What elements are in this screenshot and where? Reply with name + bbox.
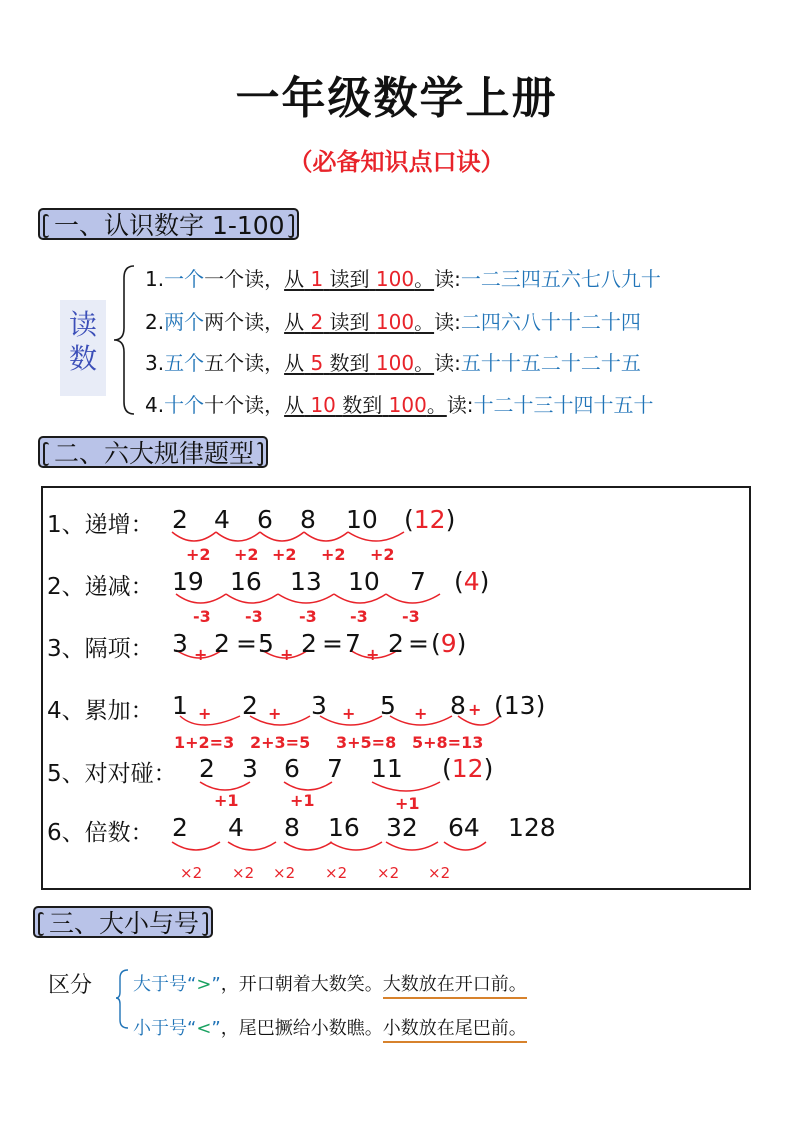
read-line-3	[145, 347, 641, 376]
line-rest: 五个读，	[204, 351, 285, 375]
annotation: +2	[234, 545, 259, 564]
read-line-4	[145, 389, 654, 418]
seq-item: 6	[257, 505, 273, 534]
annotation: -3	[299, 607, 317, 626]
answer-value: 12	[451, 754, 484, 783]
answer: (9)	[431, 629, 467, 658]
annotation: +2	[370, 545, 395, 564]
line-read-label: 读:	[434, 310, 461, 334]
greater-sign-line	[133, 970, 527, 996]
annotation: -3	[350, 607, 368, 626]
seq-item: 5	[380, 691, 396, 720]
line-num: 1.	[145, 267, 165, 291]
annotation: 3+5=8	[336, 733, 397, 752]
line-verb: 读到	[329, 310, 370, 334]
seq-item: 16	[328, 813, 360, 842]
line-tail: 大数放在开口前。	[383, 974, 527, 999]
annotation: ×2	[273, 864, 296, 882]
line-start: 1	[310, 267, 324, 291]
seq-item: 7	[327, 754, 343, 783]
seq-item: 10	[348, 567, 380, 596]
seq-item: 1	[172, 691, 188, 720]
line-end: 100	[388, 393, 427, 417]
pattern-label-4: 4、累加：	[47, 698, 154, 724]
line-start: 5	[310, 351, 324, 375]
line-end: 100	[375, 351, 415, 375]
line-verb: 数到	[329, 351, 370, 375]
line-num: 3.	[145, 351, 165, 375]
section-header-3	[33, 906, 213, 938]
seq-item: 2	[388, 629, 404, 658]
plus-sign: +	[414, 704, 428, 723]
section-header-3-text: 三、大小与号	[49, 909, 200, 938]
line-from: 从	[284, 310, 305, 334]
answer-value: 4	[463, 567, 480, 596]
seq-item: 2	[301, 629, 317, 658]
seq-item: 7	[410, 567, 426, 596]
line-read-seq: 二四六八十十二十四	[460, 310, 641, 334]
seq-item: 2	[242, 691, 258, 720]
read-label-box	[60, 300, 106, 396]
plus-sign: +	[468, 700, 482, 719]
seq-item: 3	[242, 754, 258, 783]
plus-sign: +	[280, 645, 294, 664]
annotation: +1	[214, 791, 239, 810]
less-sign-line	[133, 1014, 527, 1040]
section-header-1-text: 一、认识数字 1-100	[54, 211, 285, 240]
seq-item: 19	[172, 567, 204, 596]
line-rest: 一个读，	[204, 267, 285, 291]
annotation: +1	[290, 791, 315, 810]
annotation: -3	[193, 607, 211, 626]
pattern-label-6: 6、倍数：	[47, 820, 154, 846]
seq-item: 11	[371, 754, 403, 783]
line-read-seq: 五十十五二十二十五	[460, 351, 641, 375]
answer: (12)	[404, 505, 456, 534]
seq-item: 8	[300, 505, 316, 534]
line-from: 从	[284, 351, 305, 375]
annotation: +1	[395, 794, 420, 813]
line-mid: ，开口朝着大数笑。	[220, 974, 383, 995]
annotation: +2	[186, 545, 211, 564]
seq-item: 10	[346, 505, 378, 534]
line-read-label: 读:	[434, 351, 461, 375]
annotation: +2	[272, 545, 297, 564]
seq-item: 2	[172, 505, 188, 534]
line-from: 从	[284, 393, 305, 417]
line-rest: 两个读，	[204, 310, 285, 334]
seq-item: 4	[214, 505, 230, 534]
seq-item: 8	[450, 691, 466, 720]
distinguish-label: 区分	[48, 973, 93, 998]
seq-item: 3	[311, 691, 327, 720]
line-read-seq: 一二三四五六七八九十	[460, 267, 661, 291]
seq-item: 5	[258, 629, 274, 658]
line-read-label: 读:	[446, 393, 474, 417]
section-header-2	[38, 436, 268, 468]
line-end: 100	[375, 310, 415, 334]
distinguish-bracket	[114, 966, 132, 1032]
seq-item: 2	[172, 813, 188, 842]
seq-item: 128	[508, 813, 556, 842]
plus-sign: +	[194, 645, 208, 664]
pattern-label-2: 2、递减：	[47, 574, 154, 600]
line-dot: 。	[414, 351, 435, 375]
annotation: 2+3=5	[250, 733, 311, 752]
line-dot: 。	[426, 393, 447, 417]
equals-sign: =	[236, 629, 257, 658]
read-label: 读数	[69, 308, 98, 375]
plus-sign: +	[342, 704, 356, 723]
seq-item: 64	[448, 813, 480, 842]
answer: (4)	[454, 567, 490, 596]
annotation: ×2	[232, 864, 255, 882]
read-line-2	[145, 306, 641, 335]
seq-item: 2	[199, 754, 215, 783]
line-verb: 读到	[329, 267, 370, 291]
annotation: ×2	[428, 864, 451, 882]
pattern-label-3: 3、隔项：	[47, 636, 154, 662]
annotation: ×2	[377, 864, 400, 882]
annotation: -3	[402, 607, 420, 626]
page-title: 一年级数学上册	[235, 73, 558, 124]
line-dot: 。	[414, 310, 435, 334]
annotation: ×2	[180, 864, 203, 882]
read-line-1	[145, 263, 661, 292]
plus-sign: +	[198, 704, 212, 723]
line-end: 100	[375, 267, 415, 291]
line-from: 从	[284, 267, 305, 291]
line-read-label: 读:	[434, 267, 461, 291]
line-highlight: 一个	[164, 267, 205, 291]
page-subtitle: （必备知识点口诀）	[288, 148, 505, 176]
answer-value: 12	[413, 505, 446, 534]
plus-sign: +	[366, 645, 380, 664]
line-num: 2.	[145, 310, 165, 334]
line-highlight: 十个	[164, 393, 205, 417]
line-rest: 十个读，	[204, 393, 285, 417]
line-start: 2	[310, 310, 324, 334]
line-tail: 小数放在尾巴前。	[383, 1018, 527, 1043]
line-dot: 。	[414, 267, 435, 291]
answer-value: 9	[440, 629, 457, 658]
seq-item: 2	[214, 629, 230, 658]
annotation: 5+8=13	[412, 733, 484, 752]
seq-item: 8	[284, 813, 300, 842]
equals-sign: =	[408, 629, 429, 658]
seq-item: 32	[386, 813, 418, 842]
annotation: ×2	[325, 864, 348, 882]
line-highlight: 五个	[164, 351, 205, 375]
line-num: 4.	[145, 393, 165, 417]
seq-item: 3	[172, 629, 188, 658]
equals-sign: =	[322, 629, 343, 658]
line-read-seq: 十二十三十四十五十	[473, 393, 654, 417]
read-bracket	[112, 262, 142, 420]
pattern-label-5: 5、对对碰：	[47, 761, 177, 787]
seq-item: 4	[228, 813, 244, 842]
section-header-1	[38, 208, 299, 240]
line-mid: ，尾巴撅给小数瞧。	[220, 1018, 383, 1039]
seq-item: 7	[345, 629, 361, 658]
annotation: +2	[321, 545, 346, 564]
seq-item: 13	[290, 567, 322, 596]
line-start: 10	[310, 393, 336, 417]
seq-item: 16	[230, 567, 262, 596]
answer: (13)	[494, 691, 546, 720]
seq-item: 6	[284, 754, 300, 783]
annotation: 1+2=3	[174, 733, 235, 752]
less-sign-label: 小于号“<”	[133, 1018, 221, 1039]
pattern-label-1: 1、递增：	[47, 512, 154, 538]
plus-sign: +	[268, 704, 282, 723]
greater-sign-label: 大于号“>”	[133, 974, 221, 995]
annotation: -3	[245, 607, 263, 626]
line-highlight: 两个	[164, 310, 205, 334]
line-verb: 数到	[342, 393, 383, 417]
answer: (12)	[442, 754, 494, 783]
section-header-2-text: 二、六大规律题型	[54, 439, 255, 468]
